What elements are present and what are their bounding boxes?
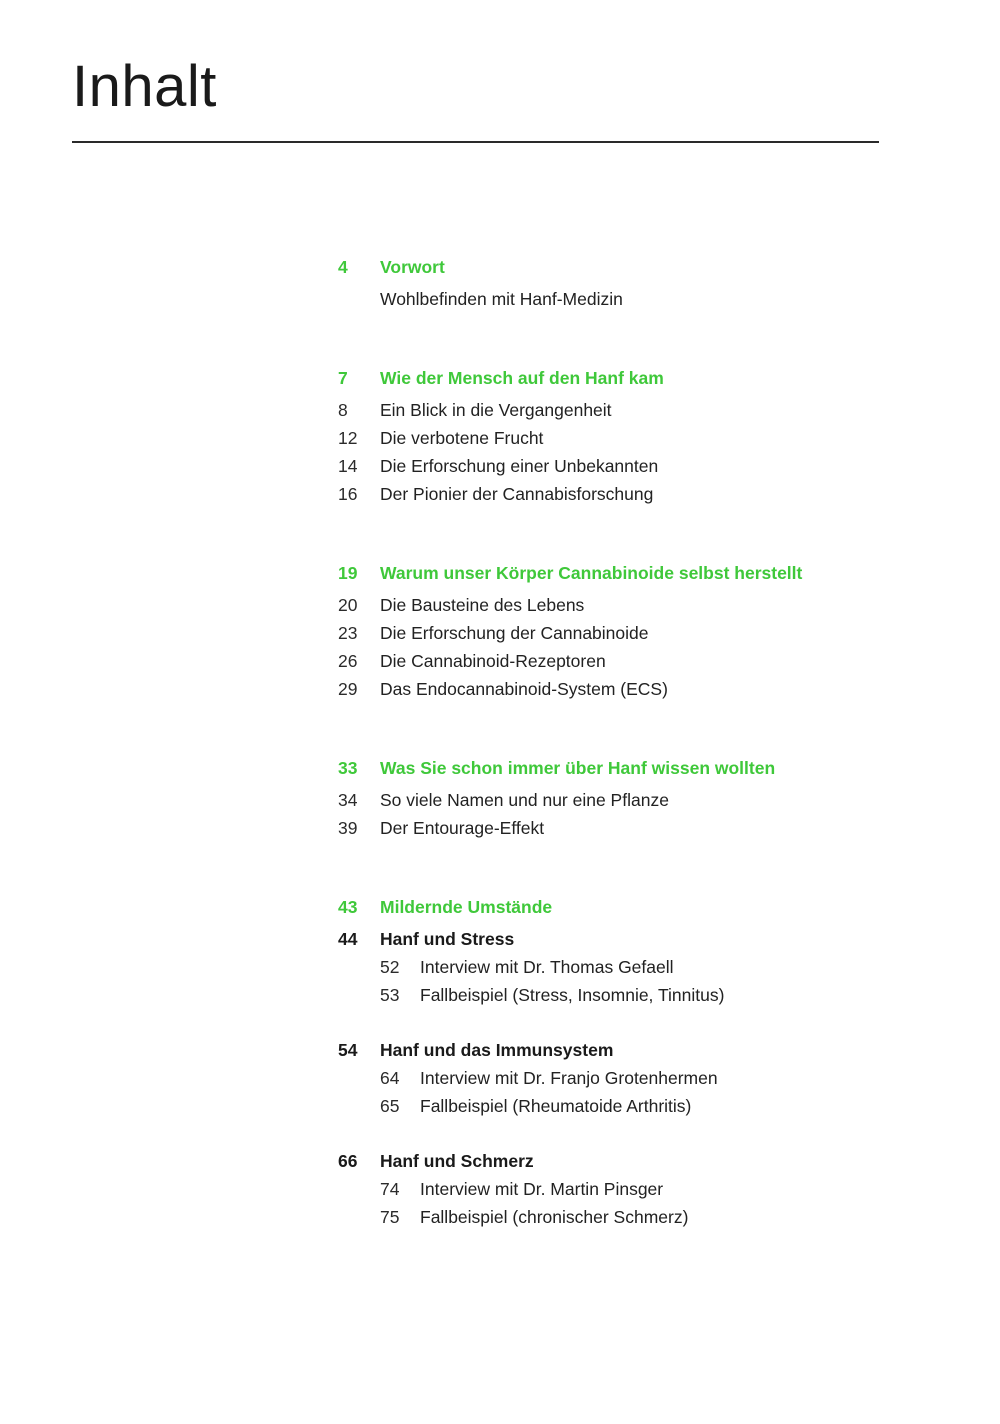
toc-section[interactable] [338,1036,938,1064]
toc-section[interactable] [338,925,938,953]
entry-title: Interview mit Dr. Martin Pinsger [420,1179,664,1199]
entry-title: Die Bausteine des Lebens [380,595,585,615]
entry-page-number: 75 [380,1207,400,1227]
entry-page-number: 64 [380,1068,400,1088]
entry-title: Die Erforschung der Cannabinoide [380,623,649,643]
entry-title: Die verbotene Frucht [380,428,544,448]
entry-page-number: 29 [338,679,358,699]
entry-page-number: 14 [338,456,358,476]
entry-title: Wohlbefinden mit Hanf-Medizin [380,289,623,309]
toc-entry[interactable] [338,1203,938,1231]
entry-page-number: 26 [338,651,358,671]
chapter-heading[interactable] [338,754,938,782]
toc-entry[interactable] [338,591,938,619]
entry-page-number: 8 [338,400,348,420]
toc-entry[interactable] [338,953,938,981]
toc-entry[interactable] [338,452,938,480]
chapter-page-number: 33 [338,758,358,778]
toc-entry[interactable] [338,619,938,647]
toc-entry[interactable] [338,480,938,508]
entry-title: Interview mit Dr. Franjo Grotenhermen [420,1068,718,1088]
toc-entry[interactable] [338,647,938,675]
entry-title: Interview mit Dr. Thomas Gefaell [420,957,674,977]
toc-entry[interactable] [338,285,938,313]
chapter-page-number: 4 [338,257,348,277]
entry-title: Die Cannabinoid-Rezeptoren [380,651,606,671]
entry-title: Die Erforschung einer Unbekannten [380,456,659,476]
entry-title: Der Entourage-Effekt [380,818,545,838]
entry-title: Der Pionier der Cannabisforschung [380,484,654,504]
chapter-page-number: 43 [338,897,358,917]
entry-title: So viele Namen und nur eine Pflanze [380,790,669,810]
table-of-contents [338,253,938,1231]
entry-page-number: 39 [338,818,358,838]
toc-chapter-wissen [338,754,938,842]
chapter-heading[interactable] [338,364,938,392]
toc-chapter-cannabinoide [338,559,938,703]
section-title: Hanf und Schmerz [380,1151,534,1171]
entry-page-number: 16 [338,484,358,504]
chapter-title: Vorwort [380,257,445,277]
toc-entry[interactable] [338,424,938,452]
entry-page-number: 53 [380,985,400,1005]
chapter-heading[interactable] [338,893,938,921]
entry-page-number: 65 [380,1096,400,1116]
entry-page-number: 52 [380,957,400,977]
entry-page-number: 23 [338,623,358,643]
section-page-number: 54 [338,1040,358,1060]
entry-page-number: 20 [338,595,358,615]
page-title: Inhalt [72,54,217,119]
chapter-heading[interactable] [338,559,938,587]
toc-entry[interactable] [338,1092,938,1120]
entry-title: Fallbeispiel (Rheumatoide Arthritis) [420,1096,692,1116]
toc-entry[interactable] [338,786,938,814]
toc-entry[interactable] [338,814,938,842]
toc-entry[interactable] [338,396,938,424]
entry-title: Das Endocannabinoid-System (ECS) [380,679,668,699]
section-title: Hanf und Stress [380,929,515,949]
toc-entry[interactable] [338,675,938,703]
entry-page-number: 74 [380,1179,400,1199]
chapter-title: Wie der Mensch auf den Hanf kam [380,368,664,388]
section-page-number: 44 [338,929,358,949]
toc-chapter-mensch-hanf [338,364,938,508]
section-page-number: 66 [338,1151,358,1171]
chapter-title: Mildernde Umstände [380,897,553,917]
toc-entry[interactable] [338,981,938,1009]
toc-section[interactable] [338,1147,938,1175]
toc-entry[interactable] [338,1064,938,1092]
toc-entry[interactable] [338,1175,938,1203]
entry-page-number: 12 [338,428,358,448]
entry-title: Fallbeispiel (Stress, Insomnie, Tinnitus) [420,985,725,1005]
entry-page-number: 34 [338,790,358,810]
toc-chapter-vorwort [338,253,938,313]
chapter-title: Was Sie schon immer über Hanf wissen wollten [380,758,776,778]
entry-title: Ein Blick in die Vergangenheit [380,400,612,420]
chapter-title: Warum unser Körper Cannabinoide selbst herstellt [380,563,803,583]
toc-chapter-mildernde-umstaende [338,893,938,1231]
title-divider [72,141,879,143]
chapter-page-number: 7 [338,368,348,388]
entry-title: Fallbeispiel (chronischer Schmerz) [420,1207,689,1227]
section-title: Hanf und das Immunsystem [380,1040,614,1060]
chapter-page-number: 19 [338,563,358,583]
chapter-heading[interactable] [338,253,938,281]
